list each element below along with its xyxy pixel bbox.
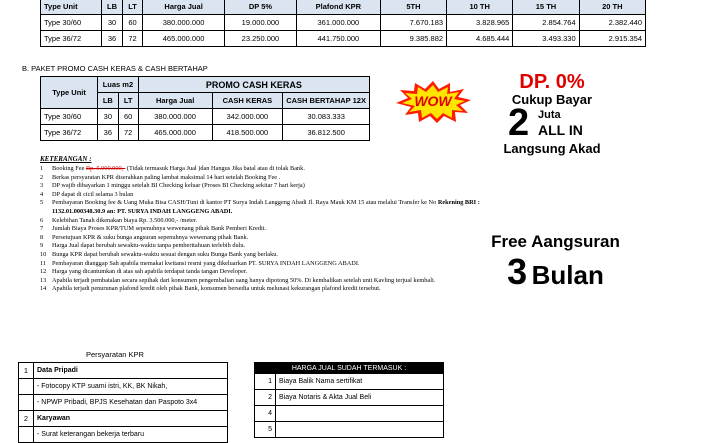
header-cell: Harga Jual bbox=[138, 93, 212, 109]
cell: 5 bbox=[255, 422, 276, 438]
table-row bbox=[19, 395, 228, 411]
header-cell: Harga Jual bbox=[143, 0, 225, 15]
cell: 441.750.000 bbox=[297, 31, 381, 47]
list-item: 14 Apabila terjadi penurunan plafond kredit oleh pihak Bank, konsumen bersedia untuk melunasi kekurangan plafond kredit tersebut. bbox=[40, 285, 620, 294]
cell: 380.000.000 bbox=[138, 109, 212, 125]
section-b-title: B. PAKET PROMO CASH KERAS & CASH BERTAHAP bbox=[22, 64, 208, 73]
cell: 23.250.000 bbox=[224, 31, 296, 47]
free-text: Free Aangsuran bbox=[491, 232, 620, 251]
list-item: 12 Harga yang dicantumkan di atas sah apabila terdapat tanda tangan Developer. bbox=[40, 268, 620, 277]
luas-header: Luas m2 bbox=[98, 77, 139, 93]
cell: 36.812.500 bbox=[283, 125, 370, 141]
table-row bbox=[19, 363, 228, 379]
table-row bbox=[255, 374, 444, 390]
cell: Data Pripadi bbox=[34, 363, 228, 379]
bank-account-text: 1132.01.000348.30.9 an: PT. SURYA INDAH LANGGENG ABADI. bbox=[52, 207, 233, 215]
list-item: 10 Bunga KPR dapat berubah sewaktu-waktu sesuai dengan suku Bunga Bank yang berlaku. bbox=[40, 251, 620, 260]
cell: 361.000.000 bbox=[297, 15, 381, 31]
cell: Type 36/72 bbox=[41, 31, 102, 47]
list-item: 11 Pembayaran dianggap Sah apabila memakai kwitansi resmi yang dikeluarkan PT. SURYA INDAH LANGGENG ABADI. bbox=[40, 260, 620, 269]
note-text: Harga yang dicantumkan di atas sah apabila terdapat tanda tangan Developer. bbox=[52, 268, 248, 276]
list-item: 13 Apabila terjadi pembatalan secara sepihak dari konsumen pengembalian uang hanya dipotong 50%. Di kembalikan setelah unit Kavling terjual kembali. bbox=[40, 277, 620, 286]
cell: 72 bbox=[118, 125, 138, 141]
persyaratan-title: Persyaratan KPR bbox=[86, 350, 144, 359]
bulan-text: Bulan bbox=[531, 260, 604, 290]
note-text: Bunga KPR dapat berubah sewaktu-waktu sesuai dengan suku Bunga Bank yang berlaku. bbox=[52, 250, 278, 258]
three-bulan-row bbox=[468, 252, 643, 300]
free-angsuran-block bbox=[468, 232, 643, 300]
cell: 72 bbox=[122, 31, 142, 47]
cell: 1 bbox=[255, 374, 276, 390]
promo-cash-table bbox=[40, 76, 370, 141]
header-cell: 10 TH bbox=[447, 0, 513, 15]
header-cell: 20 TH bbox=[579, 0, 645, 15]
table-row bbox=[41, 109, 370, 125]
header-cell: LB bbox=[98, 93, 118, 109]
list-item: 9 Harga Jual dapat berubah sewaktu-waktu tanpa pemberitahuan terlebih dulu. bbox=[40, 242, 620, 251]
table-row bbox=[41, 125, 370, 141]
table-row bbox=[41, 31, 646, 47]
table-row bbox=[255, 390, 444, 406]
cell: 465.000.000 bbox=[143, 31, 225, 47]
cell: 60 bbox=[118, 109, 138, 125]
cell: 2.854.764 bbox=[513, 15, 579, 31]
table-row bbox=[19, 411, 228, 427]
list-item: 4 DP dapat di cicil selama 3 bulan bbox=[40, 191, 620, 200]
list-item: 7 Jumlah Biaya Proses KPR/TUM sepenuhnya wewenang pihak Bank Pemberi Kredit. bbox=[40, 225, 620, 234]
cell: 465.000.000 bbox=[138, 125, 212, 141]
cell bbox=[19, 379, 34, 395]
note-text: Apabila terjadi pembatalan secara sepihak dari konsumen pengembalian uang hanya dipotong 50%. Di kembalikan setelah unit Kavling terjual kembali. bbox=[52, 276, 436, 284]
list-item: 8 Persetujuan KPR & suku bunga angsuran sepenuhnya wewenang pihak Bank. bbox=[40, 234, 620, 243]
header-cell: Type Unit bbox=[41, 0, 102, 15]
cell: 380.000.000 bbox=[143, 15, 225, 31]
note-text: Pembayaran Booking fee & Uang Muka Bisa CASH/Tuni di kantor PT Surya Indah Langgeng Abadi Jl. Raya Mauk KM 15 atau melalui Transfer ke No bbox=[52, 199, 438, 207]
dp-text: DP. 0% bbox=[519, 71, 585, 93]
persyaratan-table bbox=[18, 362, 228, 443]
header-cell: 15 TH bbox=[513, 0, 579, 15]
header-cell: CASH BERTAHAP 12X bbox=[283, 93, 370, 109]
juta-text: Juta bbox=[538, 109, 561, 121]
cell: Biaya Balik Nama sertifikat bbox=[276, 374, 444, 390]
header-cell: Plafond KPR bbox=[297, 0, 381, 15]
cell: 418.500.000 bbox=[212, 125, 283, 141]
note-text: Kelebihan Tanah dikenakan biaya Rp. 3.500.000,- /meter. bbox=[52, 216, 198, 224]
cell bbox=[19, 427, 34, 443]
harga-termasuk-title: HARGA JUAL SUDAH TERMASUK : bbox=[255, 363, 444, 374]
note-text: Apabila terjadi penurunan plafond kredit oleh pihak Bank, konsumen bersedia untuk melunasi kekurangan plafond kredit tersebut. bbox=[52, 285, 381, 293]
cell: Type 30/60 bbox=[41, 109, 98, 125]
cell: 30 bbox=[102, 15, 123, 31]
langsung-akad-text: Langsung Akad bbox=[503, 141, 601, 156]
promo-header: PROMO CASH KERAS bbox=[138, 77, 369, 93]
cell: 3.493.330 bbox=[513, 31, 579, 47]
cell: - Surat keterangan bekerja terbaru bbox=[34, 427, 228, 443]
table-header-row bbox=[255, 363, 444, 374]
cell: 30.083.333 bbox=[283, 109, 370, 125]
list-item bbox=[40, 208, 620, 217]
cell: 7.670.183 bbox=[380, 15, 446, 31]
cell: 9.385.882 bbox=[380, 31, 446, 47]
note-text: DP wajib dibayarkan 1 minggu setelah BI Checking keluar (Proses BI Checking sekitar 7 hari kerja) bbox=[52, 182, 305, 190]
header-cell: CASH KERAS bbox=[212, 93, 283, 109]
cell: 2.382.440 bbox=[579, 15, 645, 31]
cell bbox=[19, 395, 34, 411]
header-cell: LB bbox=[102, 0, 123, 15]
cell: 36 bbox=[98, 125, 118, 141]
note-text: Rekening BRI : bbox=[437, 199, 480, 207]
cell: 30 bbox=[98, 109, 118, 125]
header-cell: LT bbox=[122, 0, 142, 15]
cell: 2.915.354 bbox=[579, 31, 645, 47]
table-row bbox=[19, 379, 228, 395]
cell: Karyawan bbox=[34, 411, 228, 427]
allin-text: ALL IN bbox=[538, 122, 583, 138]
cell: 2 bbox=[255, 390, 276, 406]
note-text: Booking Fee bbox=[52, 165, 86, 172]
type-unit-header: Type Unit bbox=[41, 77, 98, 109]
note-text: DP dapat di cicil selama 3 bulan bbox=[52, 190, 134, 198]
cell: Type 30/60 bbox=[41, 15, 102, 31]
table-row bbox=[41, 15, 646, 31]
cell: 36 bbox=[102, 31, 123, 47]
header-cell: 5TH bbox=[380, 0, 446, 15]
note-text: Pembayaran dianggap Sah apabila memakai kwitansi resmi yang dikeluarkan PT. SURYA INDAH LANGGENG ABADI. bbox=[52, 259, 360, 267]
cell: 4.685.444 bbox=[447, 31, 513, 47]
kpr-table bbox=[40, 0, 646, 47]
list-item: 3 DP wajib dibayarkan 1 minggu setelah BI Checking keluar (Proses BI Checking sekitar 7 hari kerja) bbox=[40, 182, 620, 191]
table-row bbox=[255, 422, 444, 438]
table-header-row bbox=[41, 77, 370, 93]
harga-termasuk-table bbox=[254, 362, 444, 438]
note-strike-text: Rp. 5.000.000,- bbox=[85, 165, 126, 172]
cell bbox=[276, 422, 444, 438]
keterangan-heading: KETERANGAN : bbox=[40, 155, 92, 163]
kpr-table-header bbox=[41, 0, 646, 15]
cukup-bayar-text: Cukup Bayar bbox=[511, 92, 593, 107]
two-juta-row bbox=[472, 102, 632, 144]
note-text: Berkas persyaratan KPR diserahkan paling lambat maksimal 14 hari setelah Booking Fee . bbox=[52, 173, 281, 181]
cell: - Fotocopy KTP suami istri, KK, BK Nikah, bbox=[34, 379, 228, 395]
cell: 4 bbox=[255, 406, 276, 422]
cell: 342.000.000 bbox=[212, 109, 283, 125]
cell: - NPWP Pribadi, BPJS Kesehatan dan Paspoto 3x4 bbox=[34, 395, 228, 411]
list-item: 5 Pembayaran Booking fee & Uang Muka Bisa CASH/Tuni di kantor PT Surya Indah Langgeng Abadi Jl. Raya Mauk KM 15 atau melalui Transfer ke No Rekening BRI : bbox=[40, 199, 480, 207]
table-row bbox=[255, 406, 444, 422]
cell bbox=[276, 406, 444, 422]
cell: Biaya Notaris & Akta Jual Beli bbox=[276, 390, 444, 406]
note-text: Persetujuan KPR & suku bunga angsuran sepenuhnya wewenang pihak Bank. bbox=[52, 233, 249, 241]
list-item: 2 Berkas persyaratan KPR diserahkan paling lambat maksimal 14 hari setelah Booking Fee . bbox=[40, 174, 620, 183]
header-cell: LT bbox=[118, 93, 138, 109]
cell: 2 bbox=[19, 411, 34, 427]
note-text: Harga Jual dapat berubah sewaktu-waktu tanpa pemberitahuan terlebih dulu. bbox=[52, 242, 246, 250]
dp-promo-block bbox=[472, 72, 632, 156]
table-row bbox=[19, 427, 228, 443]
list-item: 1 Booking Fee Rp. 5.000.000,- (Tidak termasuk Harga Jual )dan Hangus Jika batal atau di tolak Bank. bbox=[40, 165, 305, 172]
cell: 1 bbox=[19, 363, 34, 379]
cell: Type 36/72 bbox=[41, 125, 98, 141]
note-text: Jumlah Biaya Proses KPR/TUM sepenuhnya wewenang pihak Bank Pemberi Kredit. bbox=[52, 225, 267, 233]
cell: 19.000.000 bbox=[224, 15, 296, 31]
wow-burst-badge bbox=[394, 80, 472, 124]
wow-text: WOW bbox=[414, 93, 452, 109]
cell: 3.828.965 bbox=[447, 15, 513, 31]
header-cell: DP 5% bbox=[224, 0, 296, 15]
list-item: 6 Kelebihan Tanah dikenakan biaya Rp. 3.500.000,- /meter. bbox=[40, 217, 620, 226]
three-text: 3 bbox=[507, 251, 528, 292]
cell: 60 bbox=[122, 15, 142, 31]
note-text: (Tidak termasuk Harga Jual )dan Hangus Jika batal atau di tolak Bank. bbox=[125, 165, 305, 172]
two-text: 2 bbox=[508, 102, 530, 144]
